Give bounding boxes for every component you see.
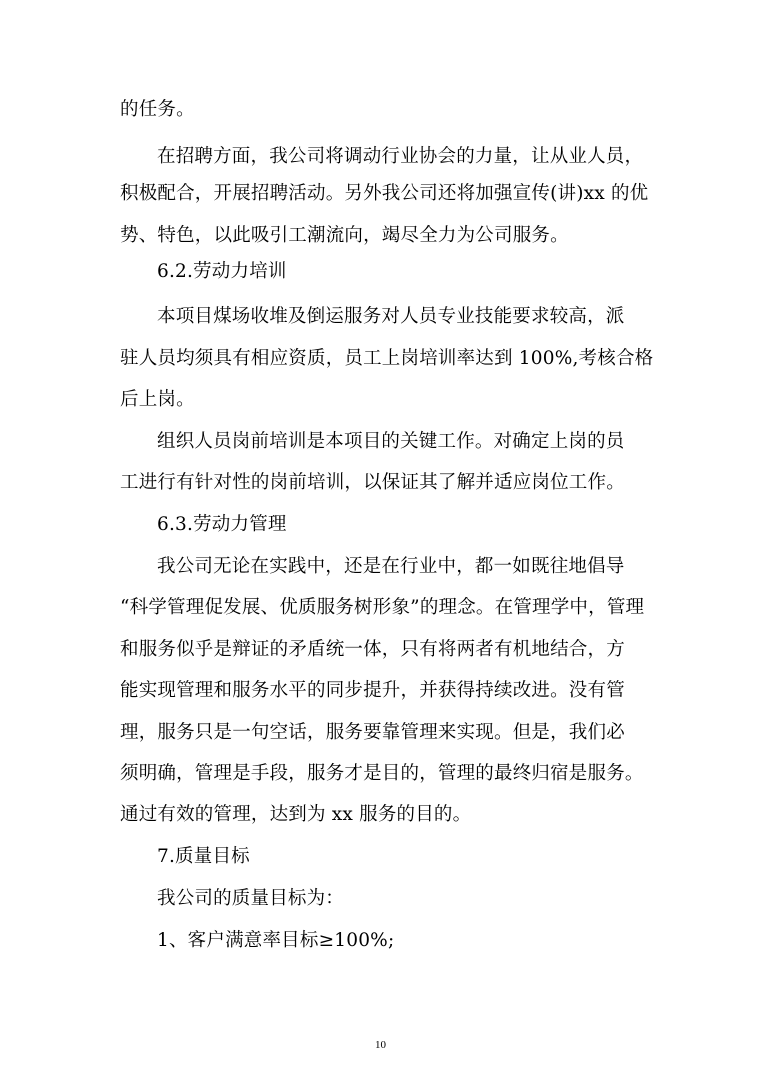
paragraph-management: 我公司无论在实践中，还是在行业中，都一如既往地倡导 [157,556,625,577]
paragraph-quality-goals: 我公司的质量目标为： [157,888,345,909]
paragraph-pre-job-training: 组织人员岗前培训是本项目的关键工作。对确定上岗的员 [157,431,625,452]
text-line: “科学管理促发展、优质服务树形象”的理念。在管理学中，管理 [120,597,645,618]
text-line: 后上岗。 [120,389,195,410]
page-number: 10 [375,1039,386,1051]
text-line: 须明确，管理是手段，服务才是目的，管理的最终归宿是服务。 [120,763,644,784]
paragraph-recruitment: 在招聘方面，我公司将调动行业协会的力量，让从业人员， [157,146,644,167]
text-line: 通过有效的管理，达到为 xx 服务的目的。 [120,804,472,825]
text-line: 势、特色，以此吸引工潮流向，竭尽全力为公司服务。 [120,225,569,246]
text-line: 工进行有针对性的岗前培训，以保证其了解并适应岗位工作。 [120,472,625,493]
text-line: 能实现管理和服务水平的同步提升，并获得持续改进。没有管 [120,680,625,701]
paragraph-training: 本项目煤场收堆及倒运服务对人员专业技能要求较高，派 [157,306,625,327]
section-heading-quality-goals: 7.质量目标 [157,846,250,867]
text-line: 驻人员均须具有相应资质，员工上岗培训率达到 100%,考核合格 [120,348,654,369]
text-line: 和服务似乎是辩证的矛盾统一体，只有将两者有机地结合，方 [120,639,625,660]
text-line: 理，服务只是一句空话，服务要靠管理来实现。但是，我们必 [120,722,625,743]
text-line: 积极配合，开展招聘活动。另外我公司还将加强宣传(讲)xx 的优 [120,183,649,204]
section-heading-training: 6.2.劳动力培训 [157,261,287,282]
list-item-customer-satisfaction: 1、客户满意率目标≥100%; [157,930,395,951]
section-heading-management: 6.3.劳动力管理 [157,514,287,535]
text-line: 的任务。 [120,99,195,120]
